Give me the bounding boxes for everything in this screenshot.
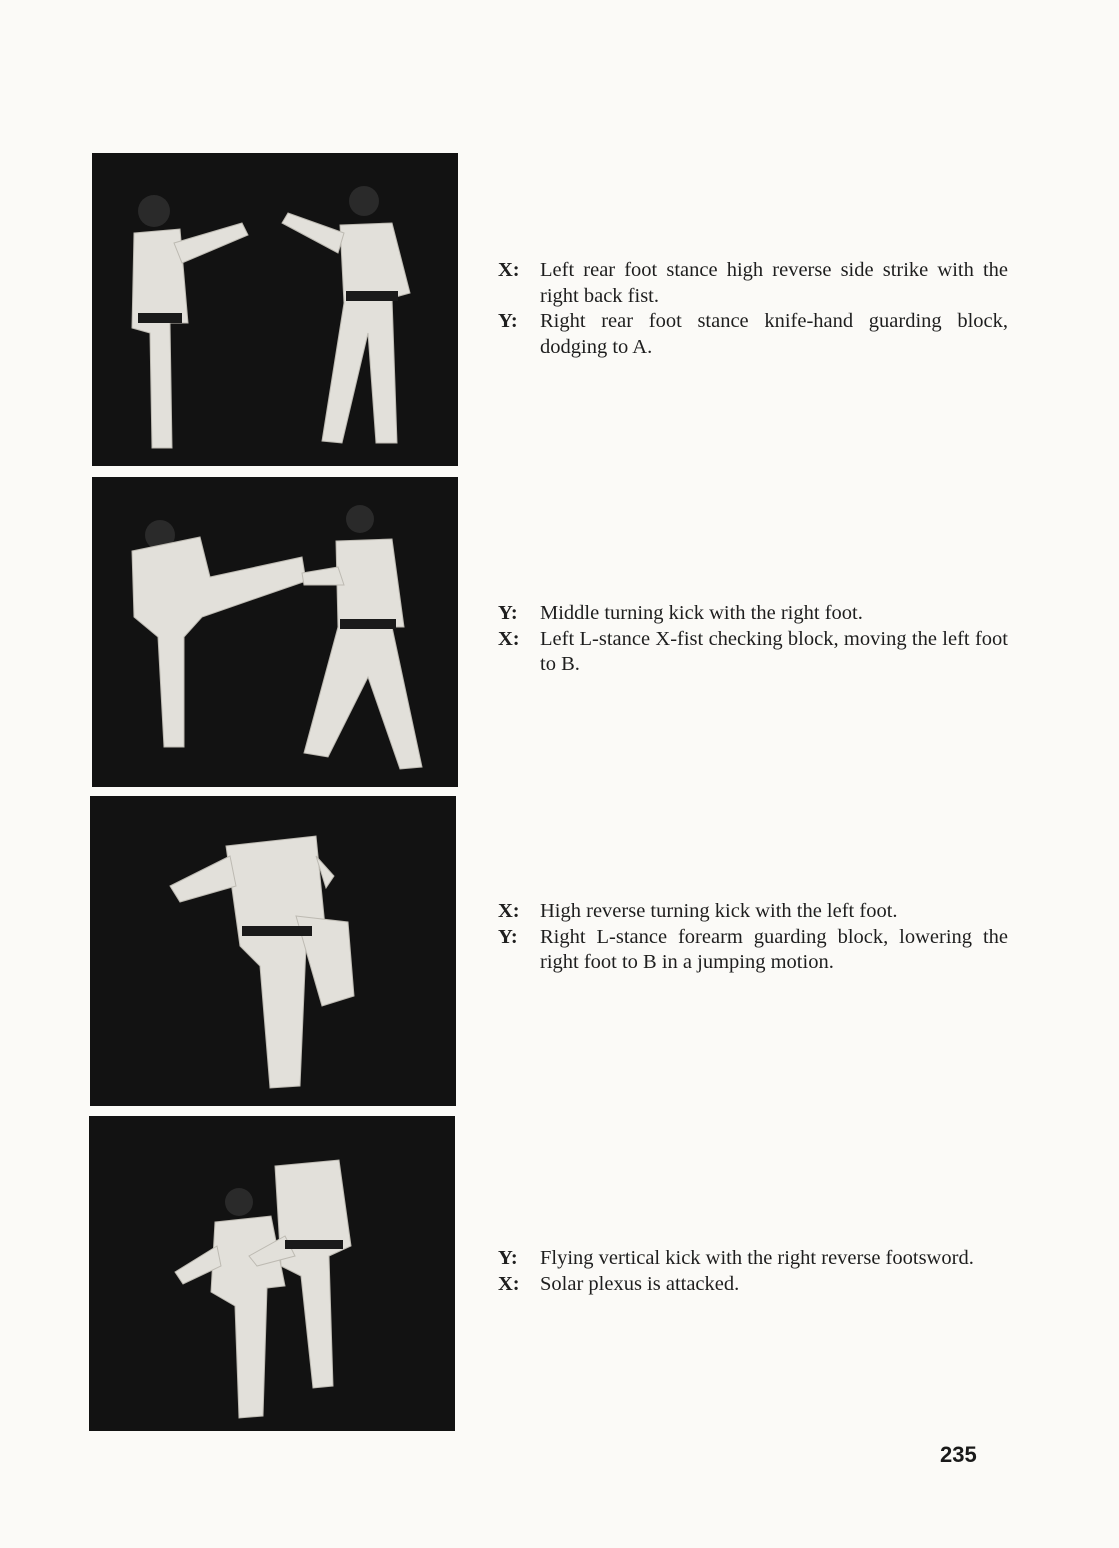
caption-line (498, 925, 1008, 976)
caption-step-3 (498, 899, 1008, 976)
photo-turning-kick-illustration (92, 477, 458, 787)
actor-label: Y: (498, 1247, 518, 1269)
action-text: Middle turning kick with the right foot. (540, 602, 863, 624)
caption-line (498, 1272, 1008, 1298)
actor-label: X: (498, 900, 520, 922)
photo-facing-stance-illustration (92, 153, 458, 466)
actor-label: X: (498, 1272, 520, 1295)
photo-reverse-turning-kick-illustration (90, 796, 456, 1106)
action-text: Solar plexus is attacked. (540, 1272, 740, 1295)
photo-turning-kick (92, 477, 458, 787)
actor-label: X: (498, 627, 520, 650)
caption-line (498, 1246, 1008, 1272)
caption-line (498, 627, 1008, 678)
caption-line (498, 258, 1008, 309)
caption-line (498, 309, 1008, 360)
actor-label: Y: (498, 925, 518, 948)
photo-flying-vertical-kick-illustration (89, 1116, 455, 1431)
photo-reverse-turning-kick (90, 796, 456, 1106)
photo-facing-stance (92, 153, 458, 466)
caption-step-1 (498, 258, 1008, 360)
action-text: Flying vertical kick with the right reverse footsword. (540, 1247, 974, 1269)
caption-step-4 (498, 1246, 1008, 1297)
action-text: High reverse turning kick with the left foot. (540, 900, 898, 922)
page-number: 235 (940, 1442, 977, 1467)
actor-label: X: (498, 259, 520, 281)
action-text: Left rear foot stance high reverse side strike with the right back fist. (540, 259, 1008, 307)
caption-line (498, 601, 1008, 627)
photo-flying-vertical-kick (89, 1116, 455, 1431)
actor-label: Y: (498, 602, 518, 624)
actor-label: Y: (498, 310, 518, 332)
caption-step-2 (498, 601, 1008, 678)
action-text: Right L-stance forearm guarding block, lowering the right foot to B in a jumping motion. (540, 925, 1008, 973)
caption-line (498, 899, 1008, 925)
action-text: Right rear foot stance knife-hand guarding block, dodging to A. (540, 310, 1008, 358)
action-text: Left L-stance X-fist checking block, moving the left foot to B. (540, 627, 1008, 675)
